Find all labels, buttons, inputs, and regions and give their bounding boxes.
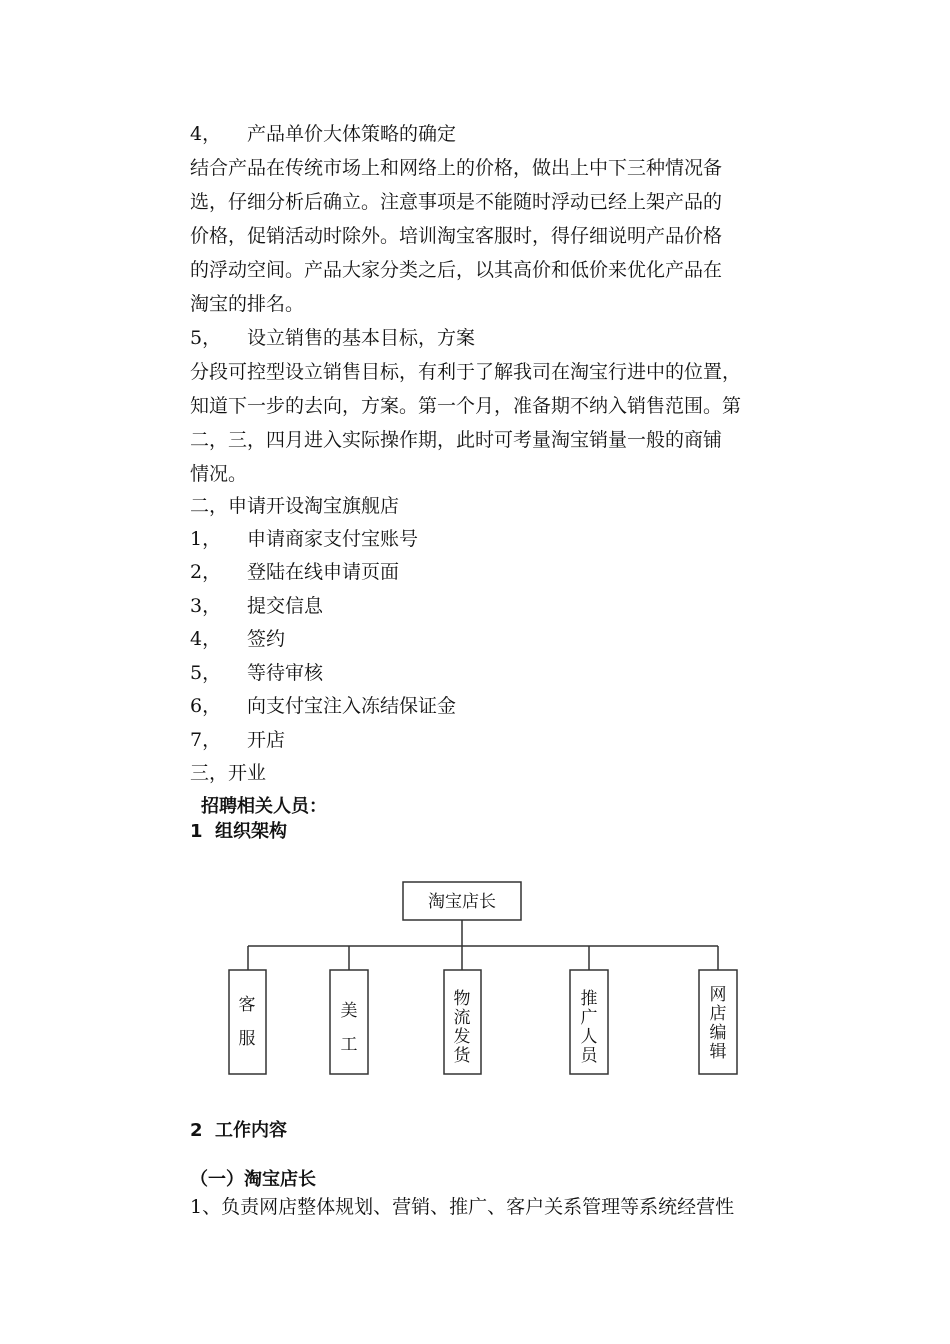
paragraph-line: 知道下一步的去向，方案。第一个月，准备期不纳入销售范围。第: [190, 395, 742, 417]
step-number: 7，: [190, 729, 222, 751]
org-char: 网: [709, 985, 727, 1005]
step-text: 等待审核: [247, 662, 324, 684]
org-char: 人: [580, 1027, 598, 1047]
paragraph-line: 的浮动空间。产品大家分类之后，以其高价和低价来优化产品在: [190, 259, 723, 281]
step-number: 2，: [190, 561, 222, 583]
paragraph-line: 情况。: [190, 463, 248, 485]
org-structure-heading: 1 组织架构: [190, 821, 288, 842]
manager-heading: （一）淘宝店长: [190, 1169, 316, 1190]
step-text: 向支付宝注入冻结保证金: [247, 695, 457, 717]
section-number: 4，: [190, 123, 222, 145]
section-title-text: 设立销售的基本目标，方案: [247, 327, 476, 349]
step-number: 5，: [190, 662, 222, 684]
step-number: 4，: [190, 628, 222, 650]
recruit-heading: 招聘相关人员：: [201, 796, 327, 817]
paragraph-line: 价格，促销活动时除外。培训淘宝客服时，得仔细说明产品价格: [190, 225, 723, 247]
org-char: 美: [340, 1001, 358, 1021]
org-box-art: [330, 970, 368, 1074]
step-number: 1，: [190, 528, 222, 550]
org-char: 工: [340, 1035, 358, 1055]
work-content-heading: 2 工作内容: [190, 1120, 288, 1141]
paragraph-line: 淘宝的排名。: [190, 293, 305, 315]
org-char: 编: [709, 1023, 727, 1043]
org-char: 员: [580, 1046, 598, 1066]
step-text: 签约: [247, 628, 286, 650]
step-text: 开店: [247, 729, 286, 751]
paragraph-line: 1、负责网店整体规划、营销、推广、客户关系管理等系统经营性: [190, 1196, 735, 1218]
org-char: 流: [453, 1008, 471, 1028]
org-char: 物: [453, 989, 471, 1009]
step-number: 6，: [190, 695, 222, 717]
step-text: 申请商家支付宝账号: [247, 528, 419, 550]
paragraph-line: 结合产品在传统市场上和网络上的价格，做出上中下三种情况备: [190, 157, 723, 179]
part-2-heading: 二，申请开设淘宝旗舰店: [190, 495, 400, 517]
step-text: 登陆在线申请页面: [247, 561, 400, 583]
section-title-text: 产品单价大体策略的确定: [247, 123, 457, 145]
part-3-heading: 三，开业: [190, 762, 267, 784]
section-number: 5，: [190, 327, 222, 349]
paragraph-line: 选，仔细分析后确立。注意事项是不能随时浮动已经上架产品的: [190, 191, 723, 213]
org-char: 发: [453, 1027, 471, 1047]
org-char: 辑: [709, 1042, 727, 1062]
paragraph-line: 分段可控型设立销售目标，有利于了解我司在淘宝行进中的位置，: [190, 361, 742, 383]
org-char: 货: [453, 1046, 471, 1066]
paragraph-line: 二，三，四月进入实际操作期，此时可考量淘宝销量一般的商铺: [190, 429, 723, 451]
org-char: 客: [238, 995, 256, 1015]
org-char: 广: [580, 1008, 598, 1028]
org-root-label: 淘宝店长: [428, 892, 496, 912]
org-box-customer-service: [229, 970, 266, 1074]
org-char: 店: [709, 1004, 727, 1024]
step-text: 提交信息: [247, 595, 324, 617]
org-char: 推: [580, 989, 598, 1009]
org-char: 服: [238, 1029, 256, 1049]
step-number: 3，: [190, 595, 222, 617]
